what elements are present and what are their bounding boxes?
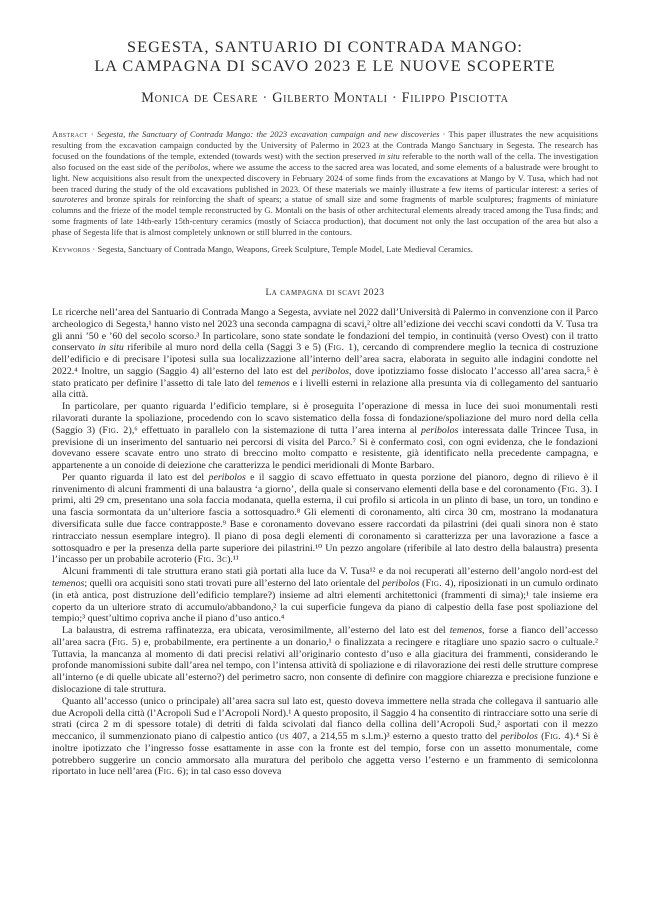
figure-reference: Fig. 2 bbox=[102, 424, 129, 436]
abstract: Abstract · Segesta, the Sanctuary of Contrada Mango: the 2023 excavation campaign and new discoveries · This paper illustrates the new acquisitions resulting from the excavation campaign conducted by the University of Palermo in 2023 at the Contrada Mango Sanctuary in Segesta. The research has focused on the foundations of the temple, extended (towards west) with the section preserved in situ referable to the north wall of the cella. The investigation also focused on the east side of the peribolos, where we assume the access to the sacred area was located, and some elements of a balustrade were brought to light. New acquisitions also result from the unexpected discovery in February 2024 of some finds from the excavations at Mango by V. Tusa, which had not been traced during the study of the old excavations published in 2023. Of these materials we mainly illustrate a few items of particular interest: a series of sauroteres and bronze spirals for reinforcing the shaft of spears; a statue of small size and some fragments of marble sculptures; fragments of miniature columns and the frieze of the model temple reconstructed by G. Montali on the basis of other architectural elements already traced among the Tusa finds; and some fragments of late 14th-early 15th-century ceramics (mostly of Sciacca production), that document not only the last occupation of the area but also a phase of Segesta life that is almost completely unknown or still blurred in the contours. bbox=[52, 129, 599, 238]
figure-reference: Fig. 3 bbox=[561, 483, 587, 495]
author-separator: · bbox=[391, 90, 398, 106]
abstract-title: Segesta, the Sanctuary of Contrada Mango: the 2023 excavation campaign and new discoveries bbox=[96, 129, 440, 139]
abstract-label: Abstract bbox=[52, 129, 88, 139]
paragraph: Le ricerche nell’area del Santuario di Contrada Mango a Segesta, avviate nel 2022 dall’Università di Palermo in convenzione con il Parco archeologico di Segesta,¹ hanno visto nel 2023 una seconda campagna di scavi,² oltre all’edizione dei vecchi scavi condotti da V. Tusa tra gli anni ’50 e ’60 del secolo scorso.³ In particolare, sono state sondate le fondazioni del tempio, in continuità (verso Ovest) con il tratto conservato in situ riferibile al muro nord della cella (Saggi 3 e 5) (Fig. 1), cercando di comprendere meglio la tecnica di costruzione dell’edificio e di precisare l’ipotesi sulla sua localizzazione all’interno dell’area sacra, elaborata in seguito alle indagini condotte nel 2022.⁴ Inoltre, un saggio (Saggio 4) all’esterno del lato est del peribolos, dove ipotizziamo fosse dislocato l’accesso all’area sacra,⁵ è stato praticato per definire l’assetto di tale lato del temenos e i livelli esterni in relazione alla presunta via di collegamento del santuario alla città. bbox=[52, 306, 598, 401]
paragraph: La balaustra, di estrema raffinatezza, era ubicata, verosimilmente, all’esterno del lato est del temenos, forse a fianco dell’accesso all’area sacra (Fig. 5) e, probabilmente, era pertinente a un donario,¹ o finalizzata a recingere e ritagliare uno spazio sacro o cultuale.² Tuttavia, la mancanza al momento di dati precisi relativi all’originario contesto d’uso e alla giacitura dei frammenti, considerando le profonde manomissioni subite dall’area nel tempo, con l’intensa attività di spoliazione e di rilavorazione dei resti delle strutture comprese all’interno (e di quelle ubicate all’esterno?) del perimetro sacro, non consente di definire con maggiore chiarezza e precisione funzione e dislocazione di tale struttura. bbox=[52, 625, 598, 695]
title-line-2: LA CAMPAGNA DI SCAVO 2023 E LE NUOVE SCOPERTE bbox=[94, 57, 556, 75]
figure-reference: Fig. 3c bbox=[197, 554, 228, 566]
author-name: Filippo Pisciotta bbox=[401, 90, 509, 106]
article-title bbox=[52, 0, 598, 76]
article-body bbox=[52, 307, 598, 778]
figure-reference: Fig. 1 bbox=[327, 342, 354, 354]
keywords-list: · Segesta, Sanctuary of Contrada Mango, Weapons, Greek Sculpture, Temple Model, Late Medieval Ceramics. bbox=[90, 244, 473, 255]
paragraph: In particolare, per quanto riguarda l’edificio templare, si è proseguita l’operazione di messa in luce dei suoi monumentali resti rilavorati durante la spoliazione, procedendo con lo scavo sistematico della fossa di fondazione/spoliazione del muro nord della cella (Saggio 3) (Fig. 2),⁶ effettuato in parallelo con la sistemazione di tutta l’area interna al peribolos interessata dalle Trincee Tusa, in previsione di un inserimento del santuario nei percorsi di visita del Parco.⁷ Si è confermato così, con ogni evidenza, che le fondazioni dovevano essere scavate entro uno strato di breccino molto compatto e resistente, già identificato nella precedente campagna, e appartenente a un conoide di deiezione che caratterizza le pendici meridionali di Monte Barbaro. bbox=[52, 401, 598, 472]
paragraph: Per quanto riguarda il lato est del peribolos e il saggio di scavo effettuato in questa porzione del pianoro, degno di rilievo è il rinvenimento di alcuni frammenti di una balaustra ‘a giorno’, della quale si conservano elementi della base e del coronamento (Fig. 3). I primi, alti 29 cm, presentano una sola faccia modanata, quella esterna, il cui profilo si articola in un plinto di base, un toro, un tondino e una fascia sormontata da un’ulteriore fascia a sottosquadro.⁸ Gli elementi di coronamento, alti circa 30 cm, mostrano la modanatura diversificata sulle due facce contrapposte.⁹ Base e coronamento dovevano essere raccordati da pilastrini (dei quali sinora non è stato rintracciato nessun esemplare integro). Il piano di posa degli elementi di coronamento si caratterizza per una lavorazione a fasce a sottosquadro e per la presenza della parte superiore dei pilastrini.¹⁰ Un pezzo angolare (riferibile al lato destro della balaustra) presenta l’incasso per un probabile acroterio (Fig. 3c).¹¹ bbox=[52, 471, 598, 566]
paragraph: Quanto all’accesso (unico o principale) all’area sacra sul lato est, questo doveva immettere nella strada che collegava il santuario alle due Acropoli della città (l’Acropoli Sud e l’Acropoli Nord).¹ A questo proposito, il Saggio 4 ha consentito di rintracciare sotto una serie di strati (circa 2 m di spessore totale) di detriti di falda scivolati dal fianco della collina dell’Acropoli Sud,² asportati con il mezzo meccanico, il summenzionato piano di calpestio antico (us 407, a 214,55 m s.l.m.)³ esterno a questo tratto del peribolos (Fig. 4).⁴ Si è inoltre ipotizzato che l’ingresso fosse esattamente in asse con la fronte est del tempio, forse con un assetto monumentale, come potrebbero suggerire un concio ammorsato alla muratura del peribolo che aggetta verso l’esterno e un frammento di semicolonna riportato in luce nell’area (Fig. 6); in tal caso esso doveva bbox=[52, 695, 599, 778]
figure-reference: Fig. 4 bbox=[544, 731, 570, 743]
figure-reference: Fig. 4 bbox=[425, 577, 451, 589]
paragraph: Alcuni frammenti di tale struttura erano stati già portati alla luce da V. Tusa¹² e da noi recuperati all’esterno dell’angolo nord-est del temenos; quelli ora acquisiti sono stati trovati pure all’esterno del lato orientale del peribolos (Fig. 4), riposizionati in un cumulo ordinato (in età antica, post distruzione dell’edificio templare?) insieme ad altri elementi architettonici (frammenti di sima);¹ tale insieme era coperto da un ulteriore strato di accumulo/abbandono,² la cui superficie fungeva da piano di calpestio della fase post spoliazione del tempio;³ quest’ultimo copriva anche il piano d’uso antico.⁴ bbox=[52, 566, 599, 625]
figure-reference: Fig. 5 bbox=[111, 636, 138, 648]
section-heading: La campagna di scavi 2023 bbox=[265, 286, 385, 298]
figure-reference: Fig. 6 bbox=[157, 766, 183, 778]
title-line-1: SEGESTA, SANTUARIO DI CONTRADA MANGO: bbox=[127, 38, 523, 56]
author-separator: · bbox=[262, 90, 268, 106]
author-list bbox=[52, 90, 598, 107]
keywords bbox=[52, 244, 598, 255]
keywords-label: Keywords bbox=[52, 244, 91, 255]
author-name: Gilberto Montali bbox=[272, 90, 388, 106]
author-name: Monica de Cesare bbox=[141, 90, 259, 106]
